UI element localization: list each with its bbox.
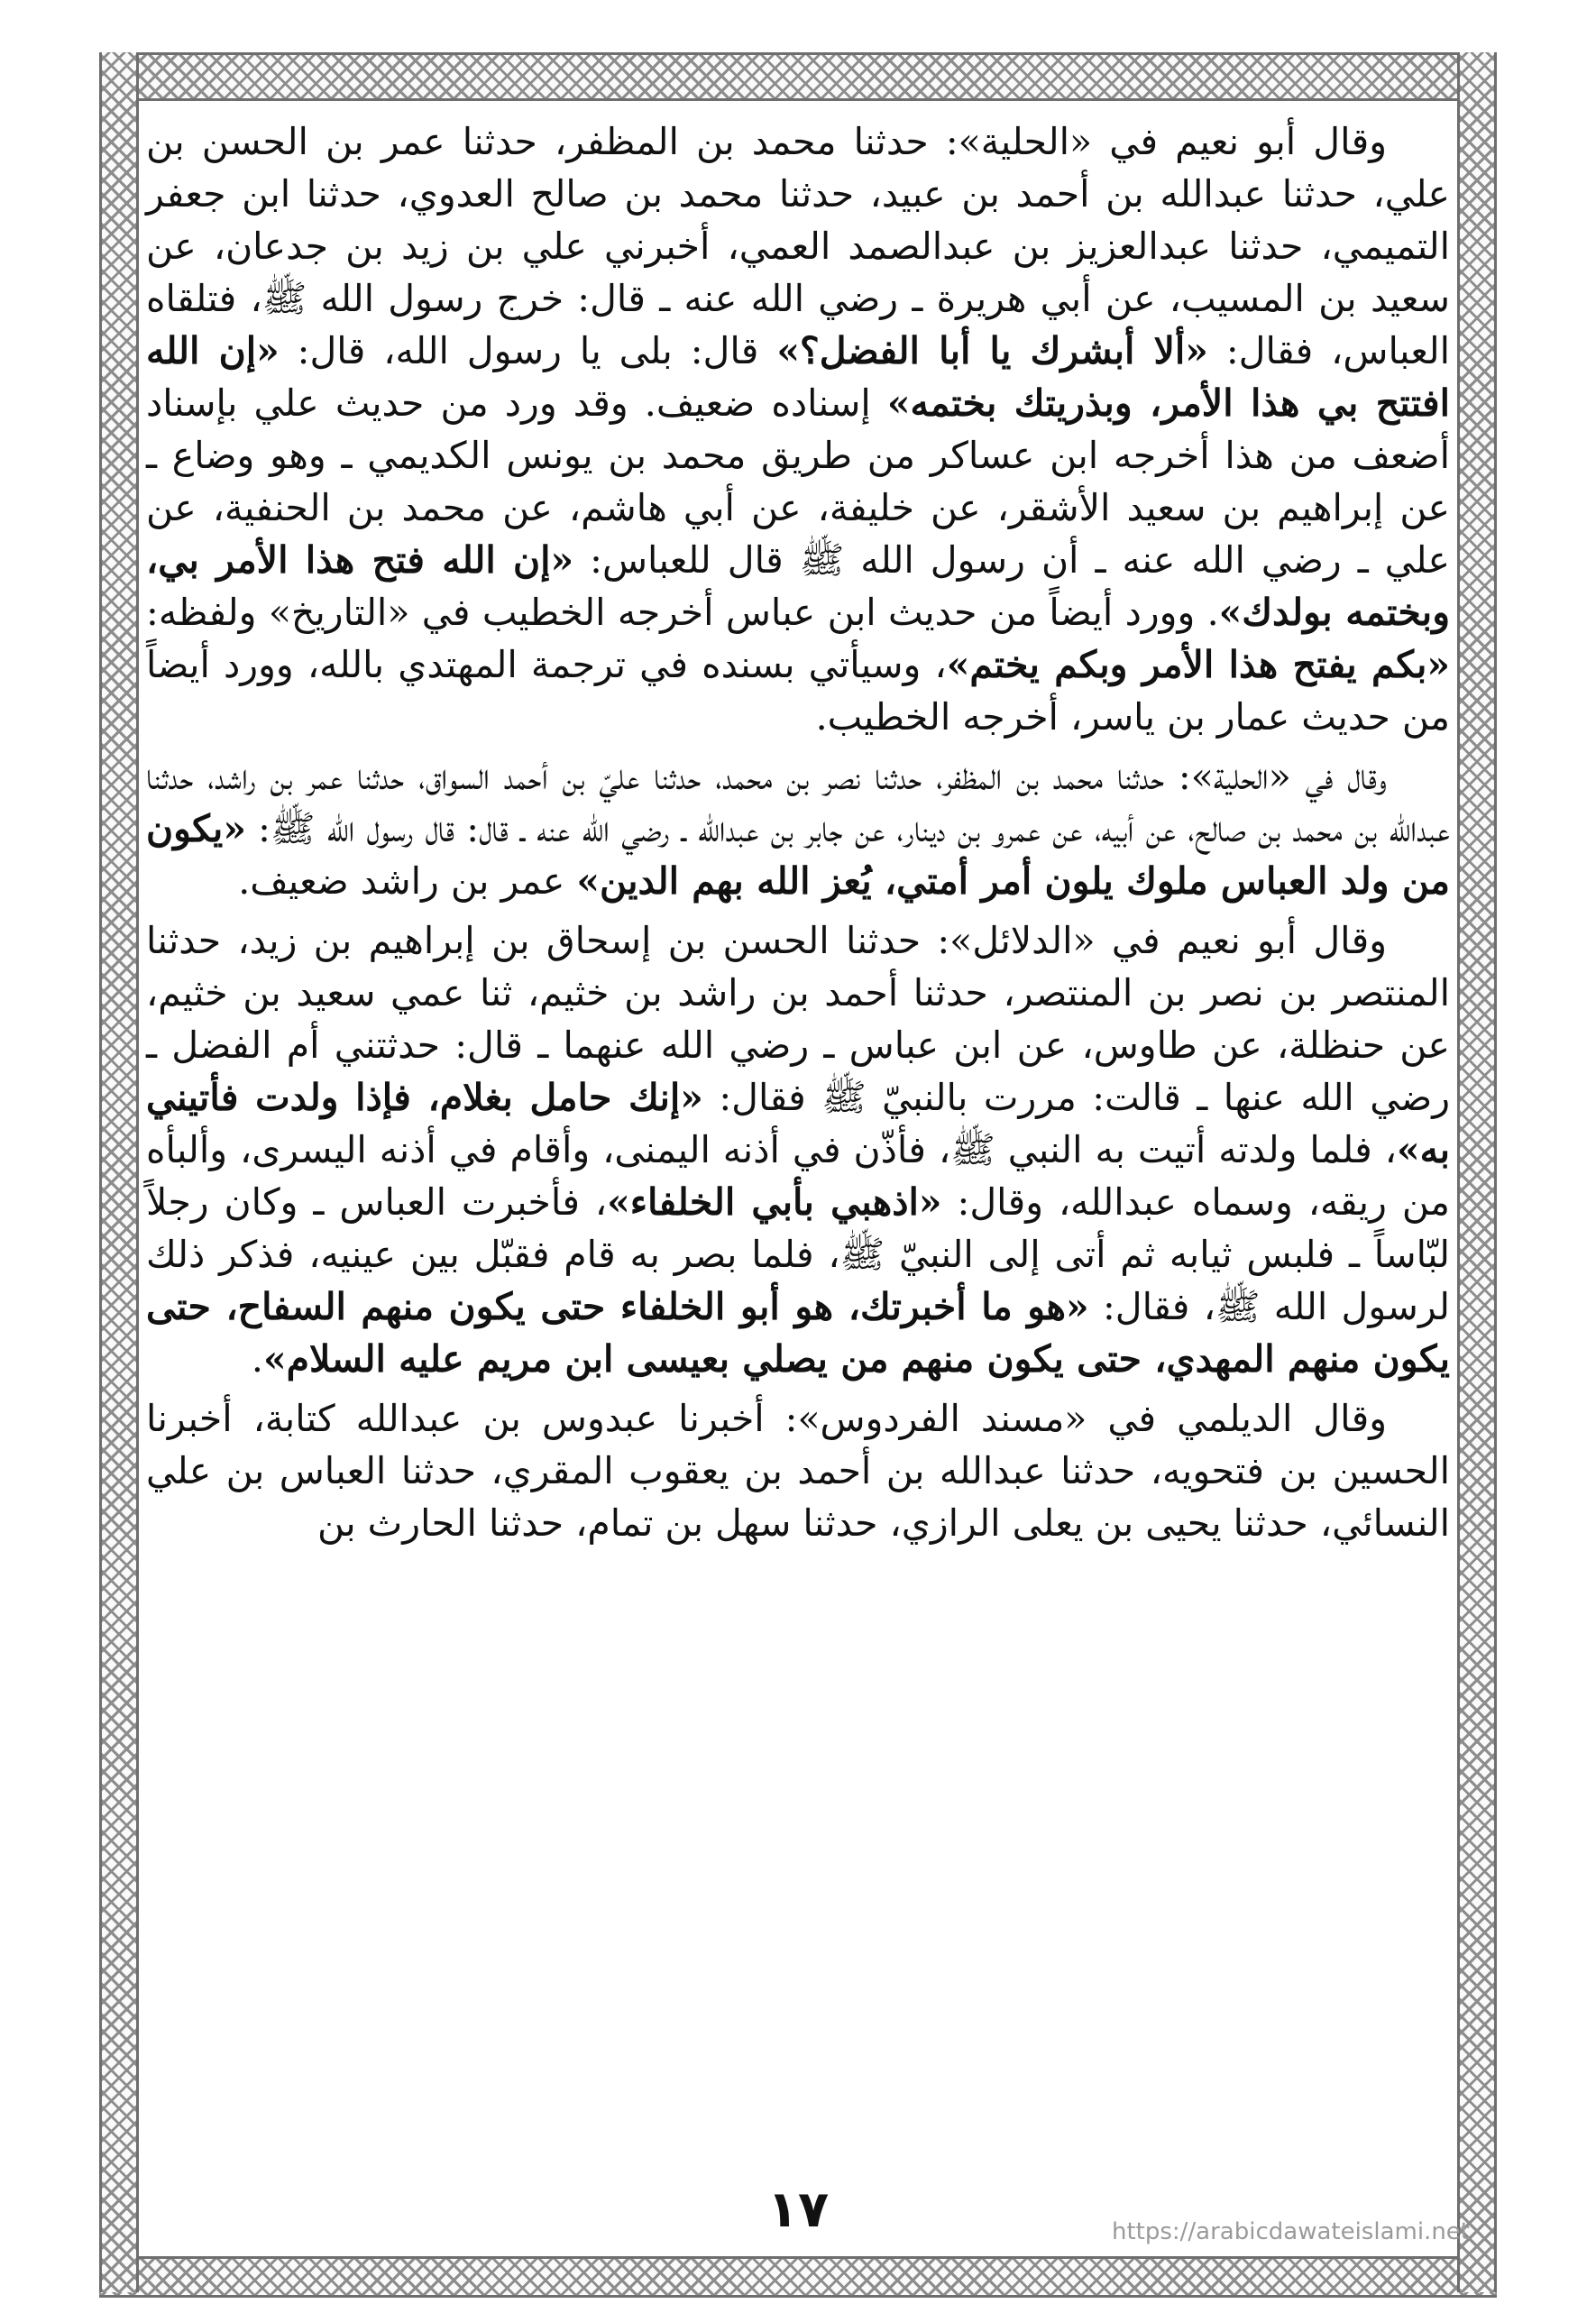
ornamental-border-top xyxy=(99,52,1497,101)
page-body-text xyxy=(146,115,1450,1549)
quoted-hadith-text: «يكون من ولد العباس ملوك يلون أمر أمتي، يُعز الله بهم الدين» xyxy=(146,807,1450,903)
ornamental-border-bottom xyxy=(99,2256,1497,2298)
paragraph-text: ، وسيأتي بسنده في ترجمة المهتدي بالله، وورد أيضاً من حديث عمار بن ياسر، أخرجه الخطيب. xyxy=(146,643,1450,739)
page-number: ١٧ xyxy=(766,2180,830,2239)
quoted-hadith-text: «اذهبي بأبي الخلفاء» xyxy=(607,1180,942,1224)
paragraph-text: وقال في «الحلية»: حدثنا محمد بن المظفر، حدثنا نصر بن محمد، حدثنا عليّ بن أحمد السواق، حدثنا عمر بن راشد، حدثنا عبدالله بن محمد بن صالح، عن أبيه، عن عمرو بن دينار، عن جابر بن عبدالله ـ رضي الله عنه ـ قال: قال رسول الله ﷺ: xyxy=(146,755,1450,850)
quoted-hadith-text: «إنك حامل بغلام، فإذا ولدت فأتيني به» xyxy=(146,1076,1450,1171)
ornamental-border-left xyxy=(99,52,139,2292)
quoted-hadith-text: «هو ما أخبرتك، هو أبو الخلفاء حتى يكون منهم السفاح، حتى يكون منهم المهدي، حتى يكون منهم من يصلي بعيسى ابن مريم عليه السلام» xyxy=(146,1285,1450,1381)
paragraph-text: ، فأخبرت العباس ـ وكان رجلاً لبّاساً ـ فلبس ثيابه ثم أتى إلى النبيّ ﷺ، فلما بصر به قام فقبّل بين عينيه، فذكر ذلك لرسول الله ﷺ، فقال: xyxy=(146,1180,1451,1328)
quoted-hadith-text: «بكم يفتح هذا الأمر وبكم يختم» xyxy=(946,643,1450,686)
paragraph xyxy=(146,750,1450,907)
paragraph-text: . وورد أيضاً من حديث ابن عباس أخرجه الخطيب في «التاريخ» ولفظه: xyxy=(146,591,1219,634)
paragraph xyxy=(146,1392,1450,1549)
paragraph xyxy=(146,914,1450,1385)
paragraph-text: قال: بلى يا رسول الله، قال: xyxy=(279,329,777,372)
watermark-url: https://arabicdawateislami.net xyxy=(1111,2218,1470,2245)
paragraph-text: وقال أبو نعيم في «الدلائل»: حدثنا الحسن بن إسحاق بن إبراهيم بن زيد، حدثنا المنتصر بن نصر بن المنتصر، حدثنا أحمد بن راشد بن خثيم، ثنا عمي سعيد بن خثيم، عن حنظلة، عن طاوس، عن ابن عباس ـ رضي الله عنهما ـ قال: حدثتني أم الفضل ـ رضي الله عنها ـ قالت: مررت بالنبيّ ﷺ فقال: xyxy=(146,919,1451,1119)
quoted-hadith-text: «ألا أبشرك يا أبا الفضل؟» xyxy=(776,329,1208,372)
quoted-hadith-text: «إن الله فتح هذا الأمر بي، وبختمه بولدك» xyxy=(146,538,1450,634)
ornamental-border-right xyxy=(1457,52,1497,2292)
quoted-hadith-text: «إن الله افتتح بي هذا الأمر، وبذريتك بختمه» xyxy=(146,329,1450,425)
paragraph-text: وقال أبو نعيم في «الحلية»: حدثنا محمد بن المظفر، حدثنا عمر بن الحسن بن علي، حدثنا عبدالله بن أحمد بن عبيد، حدثنا محمد بن صالح العدوي، حدثنا ابن جعفر التميمي، حدثنا عبدالعزيز بن عبدالصمد العمي، أخبرني علي بن زيد بن جدعان، عن سعيد بن المسيب، عن أبي هريرة ـ رضي الله عنه ـ قال: خرج رسول الله ﷺ، فتلقاه العباس، فقال: xyxy=(146,120,1450,372)
paragraph xyxy=(146,115,1450,743)
paragraph-text: إسناده ضعيف. وقد ورد من حديث علي بإسناد أضعف من هذا أخرجه ابن عساكر من طريق محمد بن يونس الكديمي ـ وهو وضاع ـ عن إبراهيم بن سعيد الأشقر، عن خليفة، عن أبي هاشم، عن محمد بن الحنفية، عن علي ـ رضي الله عنه ـ أن رسول الله ﷺ قال للعباس: xyxy=(146,381,1450,582)
paragraph-text: . xyxy=(251,1337,263,1381)
paragraph-text: عمر بن راشد ضعيف. xyxy=(238,859,577,903)
paragraph-text: وقال الديلمي في «مسند الفردوس»: أخبرنا عبدوس بن عبدالله كتابة، أخبرنا الحسين بن فتحويه، حدثنا عبدالله بن أحمد بن يعقوب المقري، حدثنا العباس بن علي النسائي، حدثنا يحيى بن يعلى الرازي، حدثنا سهل بن تمام، حدثنا الحارث بن xyxy=(146,1397,1450,1545)
paragraph-text: ، فلما ولدته أتيت به النبي ﷺ، فأذّن في أذنه اليمنى، وأقام في أذنه اليسرى، وألبأه من ريقه، وسماه عبدالله، وقال: xyxy=(146,1128,1451,1224)
